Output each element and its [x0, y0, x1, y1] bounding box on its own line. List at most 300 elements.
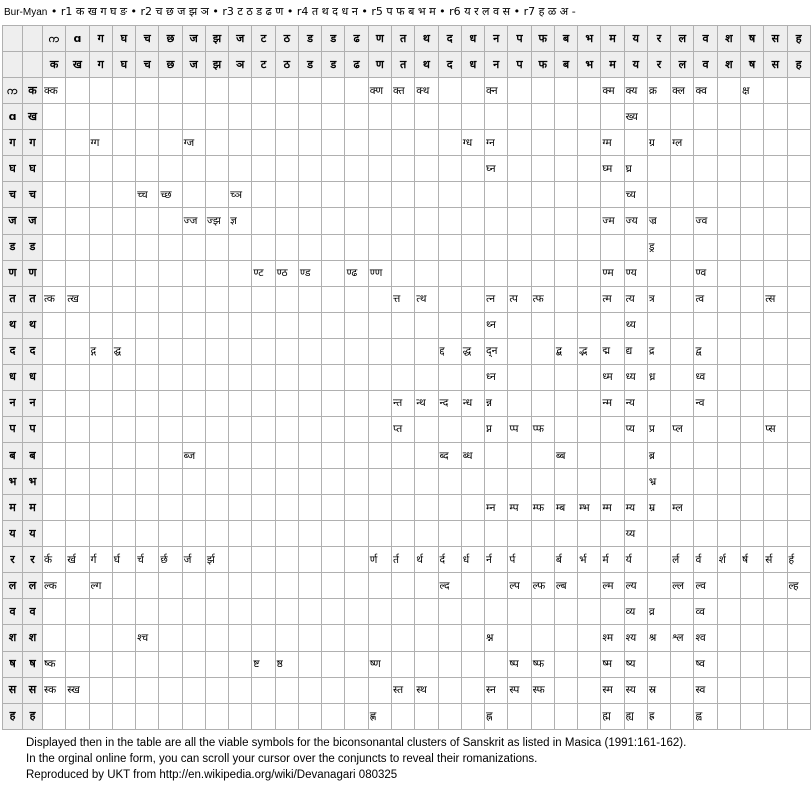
- empty-cell: [391, 364, 414, 390]
- empty-cell: [298, 208, 321, 234]
- empty-cell: [322, 390, 345, 416]
- empty-cell: [461, 521, 484, 547]
- conjunct-cell: न्थ: [415, 390, 438, 416]
- conjunct-cell: ल्द: [438, 573, 461, 599]
- conjunct-cell: स्त: [391, 677, 414, 703]
- empty-cell: [182, 182, 205, 208]
- empty-cell: [43, 260, 66, 286]
- empty-cell: [66, 364, 89, 390]
- empty-cell: [182, 234, 205, 260]
- empty-cell: [531, 130, 554, 156]
- caption-line-2: In the orginal online form, you can scroll your cursor over the conjuncts to reveal their romanizations.: [26, 753, 538, 765]
- empty-cell: [391, 495, 414, 521]
- empty-cell: [438, 364, 461, 390]
- empty-cell: [229, 390, 252, 416]
- empty-cell: [229, 78, 252, 104]
- column-header: ड: [298, 52, 321, 78]
- empty-cell: [415, 599, 438, 625]
- empty-cell: [391, 703, 414, 729]
- empty-cell: [205, 260, 228, 286]
- empty-cell: [764, 625, 787, 651]
- conjunct-cell: व्व: [694, 599, 717, 625]
- empty-cell: [252, 495, 275, 521]
- table-row: [3, 651, 811, 677]
- empty-cell: [508, 625, 531, 651]
- conjunct-cell: ग्ध: [461, 130, 484, 156]
- conjunct-cell: ष्फ: [531, 651, 554, 677]
- header-group-letters: य र ल व स: [464, 5, 511, 18]
- empty-cell: [415, 312, 438, 338]
- empty-cell: [508, 599, 531, 625]
- empty-cell: [415, 625, 438, 651]
- empty-cell: [252, 78, 275, 104]
- empty-cell: [554, 130, 577, 156]
- empty-cell: [717, 182, 740, 208]
- empty-cell: [298, 390, 321, 416]
- empty-cell: [136, 703, 159, 729]
- empty-cell: [554, 260, 577, 286]
- empty-cell: [66, 416, 89, 442]
- conjunct-cell: म्न: [485, 495, 508, 521]
- empty-cell: [112, 208, 135, 234]
- conjunct-cell: भ्र: [647, 469, 670, 495]
- empty-cell: [159, 390, 182, 416]
- conjunct-cell: म्ल: [671, 495, 694, 521]
- empty-cell: [322, 547, 345, 573]
- empty-cell: [647, 651, 670, 677]
- conjunct-cell: त्व: [694, 286, 717, 312]
- conjunct-cell: क्थ: [415, 78, 438, 104]
- column-header: झ: [205, 26, 228, 52]
- empty-cell: [229, 469, 252, 495]
- empty-cell: [205, 625, 228, 651]
- conjunct-cell: ह्व: [694, 703, 717, 729]
- empty-cell: [89, 260, 112, 286]
- row-header-sub: म: [23, 495, 43, 521]
- row-header-sub: त: [23, 286, 43, 312]
- empty-cell: [461, 78, 484, 104]
- empty-cell: [66, 78, 89, 104]
- conjunct-cell: श्म: [601, 625, 624, 651]
- header-label: Bur-Myan: [4, 7, 48, 18]
- conjunct-cell: ण्ठ: [275, 260, 298, 286]
- empty-cell: [554, 521, 577, 547]
- conjunct-cell: स्र: [647, 677, 670, 703]
- empty-cell: [740, 364, 763, 390]
- empty-cell: [275, 547, 298, 573]
- empty-cell: [89, 416, 112, 442]
- conjunct-cell: ब्ध: [461, 443, 484, 469]
- corner-cell: [3, 26, 23, 52]
- empty-cell: [368, 573, 391, 599]
- conjunct-cell: ण्व: [694, 260, 717, 286]
- column-header: स: [764, 52, 787, 78]
- empty-cell: [229, 130, 252, 156]
- empty-cell: [764, 390, 787, 416]
- row-header-top: म: [3, 495, 23, 521]
- empty-cell: [159, 156, 182, 182]
- empty-cell: [66, 260, 89, 286]
- row-header-sub: द: [23, 338, 43, 364]
- table-row: [3, 234, 811, 260]
- conjunct-cell: स्य: [624, 677, 647, 703]
- empty-cell: [578, 703, 601, 729]
- empty-cell: [89, 469, 112, 495]
- empty-cell: [694, 234, 717, 260]
- conjunct-cell: र्ण: [368, 547, 391, 573]
- conjunct-cell: स्व: [694, 677, 717, 703]
- table-row: [3, 338, 811, 364]
- empty-cell: [229, 651, 252, 677]
- column-header: य: [624, 52, 647, 78]
- column-header: क: [43, 52, 66, 78]
- empty-cell: [136, 677, 159, 703]
- conjunct-cell: ण्ट: [252, 260, 275, 286]
- conjunct-cell: च्च: [136, 182, 159, 208]
- table-row: [3, 547, 811, 573]
- column-header: फ: [531, 52, 554, 78]
- column-header: ष: [740, 26, 763, 52]
- conjunct-cell: र्भ: [578, 547, 601, 573]
- empty-cell: [159, 234, 182, 260]
- empty-cell: [136, 234, 159, 260]
- empty-cell: [671, 234, 694, 260]
- empty-cell: [578, 573, 601, 599]
- empty-cell: [531, 78, 554, 104]
- empty-cell: [136, 104, 159, 130]
- row-header-sub: न: [23, 390, 43, 416]
- conjunct-cell: क्ष: [740, 78, 763, 104]
- empty-cell: [578, 312, 601, 338]
- conjunct-cell: घ्म: [601, 156, 624, 182]
- empty-cell: [89, 703, 112, 729]
- empty-cell: [275, 521, 298, 547]
- empty-cell: [438, 599, 461, 625]
- empty-cell: [554, 599, 577, 625]
- empty-cell: [415, 234, 438, 260]
- conjunct-cell: स्थ: [415, 677, 438, 703]
- empty-cell: [112, 130, 135, 156]
- empty-cell: [252, 182, 275, 208]
- empty-cell: [89, 156, 112, 182]
- empty-cell: [252, 573, 275, 599]
- empty-cell: [89, 677, 112, 703]
- empty-cell: [136, 312, 159, 338]
- empty-cell: [43, 416, 66, 442]
- row-header-sub: भ: [23, 469, 43, 495]
- conjunct-cell: म्फ: [531, 495, 554, 521]
- empty-cell: [578, 599, 601, 625]
- column-header: ढ: [345, 26, 368, 52]
- conjunct-cell: ख्य: [624, 104, 647, 130]
- empty-cell: [531, 625, 554, 651]
- empty-cell: [182, 286, 205, 312]
- empty-cell: [554, 390, 577, 416]
- conjunct-cell: न्द: [438, 390, 461, 416]
- empty-cell: [554, 469, 577, 495]
- empty-cell: [461, 104, 484, 130]
- empty-cell: [205, 234, 228, 260]
- row-header-top: र: [3, 547, 23, 573]
- header-separator: •: [208, 5, 223, 18]
- empty-cell: [322, 182, 345, 208]
- empty-cell: [345, 130, 368, 156]
- empty-cell: [415, 130, 438, 156]
- empty-cell: [438, 469, 461, 495]
- empty-cell: [740, 625, 763, 651]
- empty-cell: [136, 443, 159, 469]
- caption-line-3: Reproduced by UKT from http://en.wikipedia.org/wiki/Devanagari 080325: [26, 769, 398, 781]
- empty-cell: [764, 521, 787, 547]
- empty-cell: [647, 521, 670, 547]
- empty-cell: [740, 469, 763, 495]
- empty-cell: [345, 651, 368, 677]
- row-header-top: ध: [3, 364, 23, 390]
- empty-cell: [368, 208, 391, 234]
- conjunct-cell: प्फ: [531, 416, 554, 442]
- conjunct-cell: म्प: [508, 495, 531, 521]
- empty-cell: [531, 547, 554, 573]
- row-header-top: य: [3, 521, 23, 547]
- conjunct-cell: द्ध: [461, 338, 484, 364]
- empty-cell: [485, 234, 508, 260]
- conjunct-cell: ल्फ: [531, 573, 554, 599]
- empty-cell: [229, 338, 252, 364]
- empty-cell: [112, 651, 135, 677]
- empty-cell: [89, 443, 112, 469]
- empty-cell: [717, 625, 740, 651]
- table-row: [3, 286, 811, 312]
- empty-cell: [252, 599, 275, 625]
- empty-cell: [322, 651, 345, 677]
- empty-cell: [694, 156, 717, 182]
- empty-cell: [508, 521, 531, 547]
- empty-cell: [182, 338, 205, 364]
- empty-cell: [461, 677, 484, 703]
- empty-cell: [368, 495, 391, 521]
- empty-cell: [764, 677, 787, 703]
- empty-cell: [275, 677, 298, 703]
- conjunct-cell: ष्ठ: [275, 651, 298, 677]
- column-header: ज: [229, 26, 252, 52]
- empty-cell: [717, 130, 740, 156]
- empty-cell: [461, 286, 484, 312]
- empty-cell: [461, 364, 484, 390]
- empty-cell: [764, 182, 787, 208]
- empty-cell: [252, 521, 275, 547]
- column-header: ह: [787, 26, 810, 52]
- conjunct-cell: ग्ल: [671, 130, 694, 156]
- conjunct-cell: घ्न: [485, 156, 508, 182]
- empty-cell: [368, 312, 391, 338]
- empty-cell: [671, 599, 694, 625]
- empty-cell: [252, 234, 275, 260]
- empty-cell: [205, 651, 228, 677]
- empty-cell: [601, 182, 624, 208]
- empty-cell: [136, 390, 159, 416]
- empty-cell: [182, 651, 205, 677]
- conjunct-cell: ग्म: [601, 130, 624, 156]
- empty-cell: [159, 104, 182, 130]
- empty-cell: [43, 208, 66, 234]
- empty-cell: [671, 364, 694, 390]
- empty-cell: [601, 443, 624, 469]
- empty-cell: [345, 599, 368, 625]
- column-header: ड: [298, 26, 321, 52]
- empty-cell: [485, 104, 508, 130]
- empty-cell: [229, 156, 252, 182]
- empty-cell: [159, 599, 182, 625]
- empty-cell: [182, 573, 205, 599]
- empty-cell: [229, 364, 252, 390]
- conjunct-cell: र्म: [601, 547, 624, 573]
- empty-cell: [298, 338, 321, 364]
- column-header: च: [136, 26, 159, 52]
- conjunct-cell: प्न: [485, 416, 508, 442]
- conjunct-cell: क्म: [601, 78, 624, 104]
- empty-cell: [740, 443, 763, 469]
- empty-cell: [322, 443, 345, 469]
- row-header-top: ह: [3, 703, 23, 729]
- empty-cell: [298, 599, 321, 625]
- empty-cell: [717, 521, 740, 547]
- conjunct-cell: त्य: [624, 286, 647, 312]
- empty-cell: [205, 443, 228, 469]
- conjunct-cell: द्व: [694, 338, 717, 364]
- conjunct-cell: ष्ट: [252, 651, 275, 677]
- empty-cell: [43, 443, 66, 469]
- empty-cell: [391, 182, 414, 208]
- empty-cell: [578, 286, 601, 312]
- empty-cell: [554, 312, 577, 338]
- empty-cell: [66, 338, 89, 364]
- conjunct-cell: श्ल: [671, 625, 694, 651]
- empty-cell: [415, 443, 438, 469]
- empty-cell: [345, 364, 368, 390]
- empty-cell: [671, 182, 694, 208]
- header-group-letters: क ख ग घ ङ: [75, 5, 128, 18]
- empty-cell: [438, 651, 461, 677]
- conjunct-cell: त्फ: [531, 286, 554, 312]
- row-header-sub: प: [23, 416, 43, 442]
- empty-cell: [671, 312, 694, 338]
- empty-cell: [740, 573, 763, 599]
- empty-cell: [275, 104, 298, 130]
- header-separator: •: [435, 5, 450, 18]
- row-header-top: स: [3, 677, 23, 703]
- empty-cell: [345, 182, 368, 208]
- conjunct-cell: र्व: [694, 547, 717, 573]
- empty-cell: [43, 182, 66, 208]
- empty-cell: [578, 208, 601, 234]
- table-row: [3, 208, 811, 234]
- empty-cell: [438, 625, 461, 651]
- empty-cell: [298, 364, 321, 390]
- empty-cell: [252, 703, 275, 729]
- empty-cell: [322, 78, 345, 104]
- empty-cell: [578, 443, 601, 469]
- header-separator: •: [47, 5, 61, 18]
- empty-cell: [345, 390, 368, 416]
- empty-cell: [787, 312, 810, 338]
- conjunct-cell: म्र: [647, 495, 670, 521]
- empty-cell: [159, 416, 182, 442]
- empty-cell: [159, 651, 182, 677]
- empty-cell: [740, 677, 763, 703]
- empty-cell: [66, 104, 89, 130]
- conjunct-cell: म्भ: [578, 495, 601, 521]
- header-group-tag: r6: [449, 5, 461, 18]
- conjunct-cell: ज्म: [601, 208, 624, 234]
- empty-cell: [205, 130, 228, 156]
- column-header: घ: [112, 26, 135, 52]
- conjunct-cell: र्ब: [554, 547, 577, 573]
- row-header-top: श: [3, 625, 23, 651]
- empty-cell: [461, 182, 484, 208]
- table-row: [3, 443, 811, 469]
- empty-cell: [740, 703, 763, 729]
- empty-cell: [66, 390, 89, 416]
- empty-cell: [112, 182, 135, 208]
- empty-cell: [391, 599, 414, 625]
- empty-cell: [182, 469, 205, 495]
- empty-cell: [461, 599, 484, 625]
- empty-cell: [671, 390, 694, 416]
- empty-cell: [671, 469, 694, 495]
- empty-cell: [43, 104, 66, 130]
- column-header: य: [624, 26, 647, 52]
- empty-cell: [275, 390, 298, 416]
- empty-cell: [485, 573, 508, 599]
- conjunct-cell: त्ख: [66, 286, 89, 312]
- empty-cell: [391, 651, 414, 677]
- empty-cell: [647, 390, 670, 416]
- empty-cell: [461, 234, 484, 260]
- table-row: [3, 573, 811, 599]
- conjunct-cell: ध्म: [601, 364, 624, 390]
- empty-cell: [508, 443, 531, 469]
- empty-cell: [205, 703, 228, 729]
- column-header: ढ: [345, 52, 368, 78]
- column-header: ब: [554, 52, 577, 78]
- conjunct-cell: प्र: [647, 416, 670, 442]
- conjunct-cell: त्स: [764, 286, 787, 312]
- empty-cell: [252, 312, 275, 338]
- table-row: [3, 390, 811, 416]
- row-header-sub: क: [23, 78, 43, 104]
- column-header: ग: [89, 52, 112, 78]
- conjunct-cell: य्य: [624, 521, 647, 547]
- empty-cell: [368, 104, 391, 130]
- empty-cell: [112, 234, 135, 260]
- column-header: ज: [182, 52, 205, 78]
- column-header: छ: [159, 52, 182, 78]
- empty-cell: [322, 104, 345, 130]
- empty-cell: [322, 260, 345, 286]
- empty-cell: [298, 547, 321, 573]
- row-header-top: न: [3, 390, 23, 416]
- empty-cell: [66, 625, 89, 651]
- empty-cell: [694, 312, 717, 338]
- column-header: थ: [415, 26, 438, 52]
- conjunct-cell: त्न: [485, 286, 508, 312]
- conjunct-cell: ण्ड: [298, 260, 321, 286]
- empty-cell: [461, 208, 484, 234]
- empty-cell: [531, 390, 554, 416]
- empty-cell: [205, 286, 228, 312]
- empty-cell: [298, 625, 321, 651]
- conjunct-cell: र्श: [717, 547, 740, 573]
